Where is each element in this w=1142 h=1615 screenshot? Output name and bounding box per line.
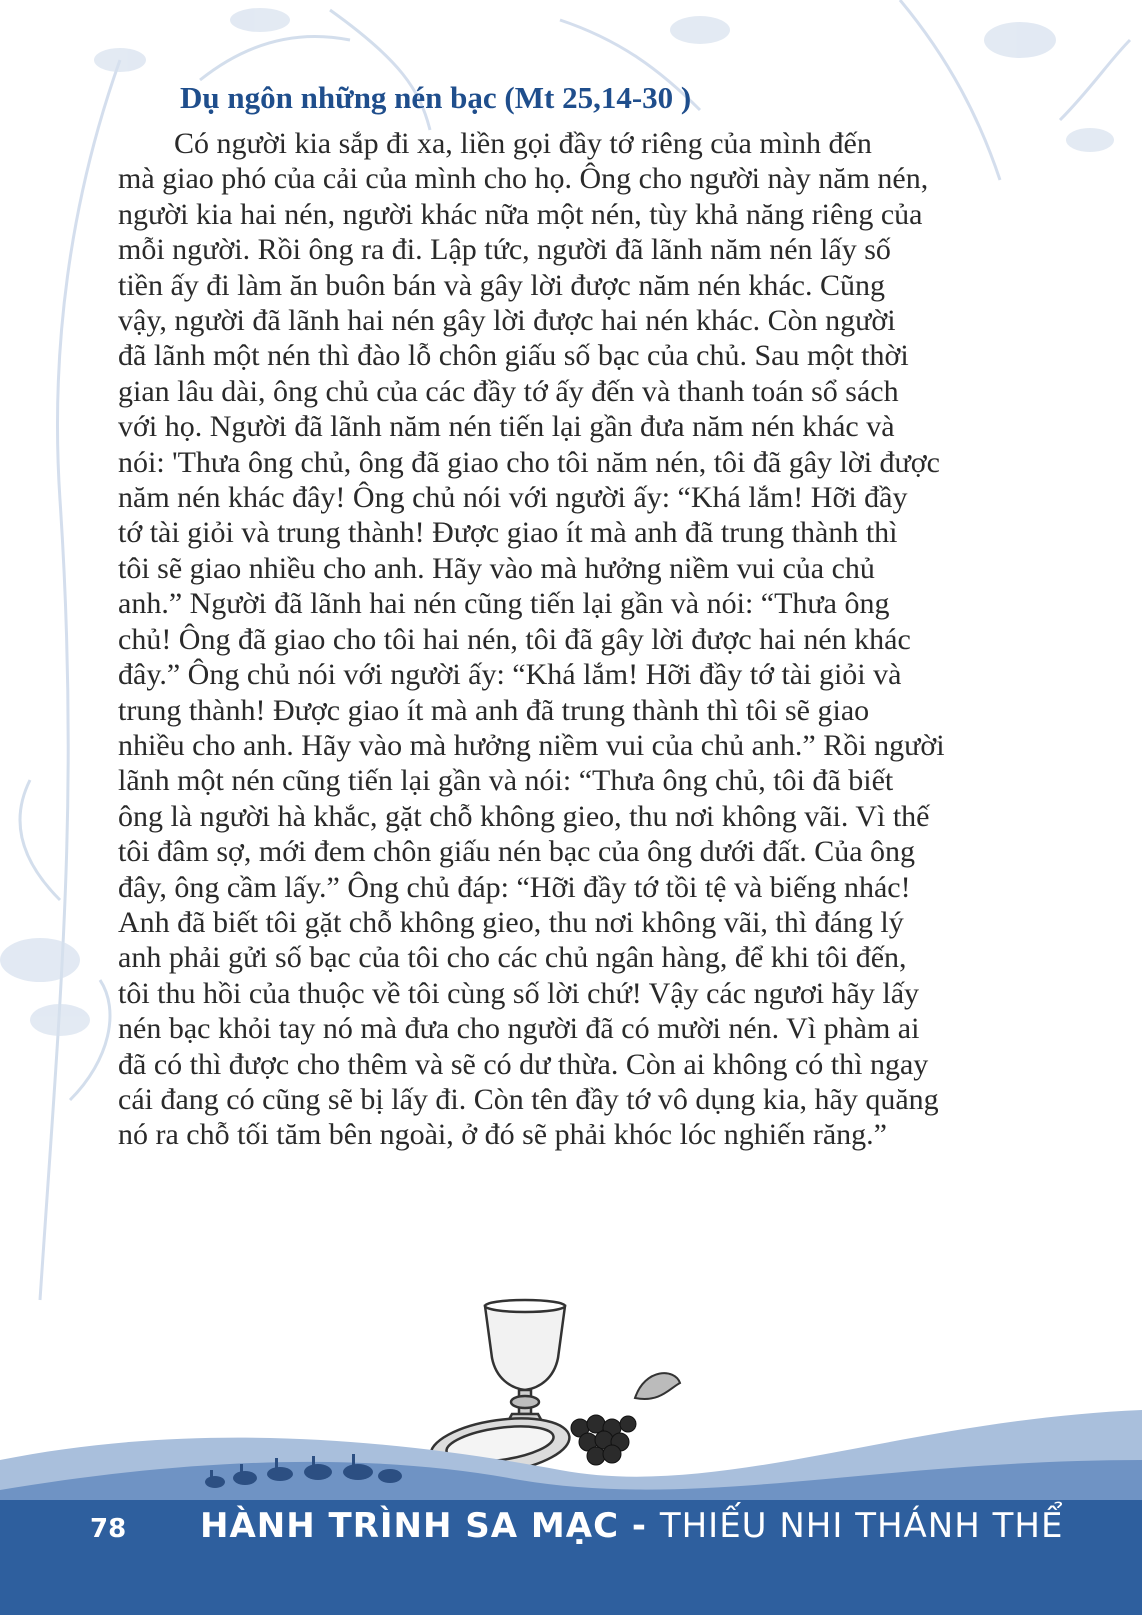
text-line: với họ. Người đã lãnh năm nén tiến lại gần đưa năm nén khác và <box>118 410 895 444</box>
text-line: ông là người hà khắc, gặt chỗ không gieo, thu nơi không vãi. Vì thế <box>118 799 930 833</box>
text-line: mà giao phó của cải của mình cho họ. Ông cho người này năm nén, <box>118 162 929 196</box>
parable-text <box>118 126 1054 1153</box>
book-title-main: HÀNH TRÌNH SA MẠC <box>200 1506 620 1546</box>
text-line: Có người kia sắp đi xa, liền gọi đầy tớ riêng của mình đến <box>174 127 872 160</box>
text-line: đây, ông cầm lấy.” Ông chủ đáp: “Hỡi đầy tớ tồi tệ và biếng nhác! <box>118 870 911 904</box>
text-line: tớ tài giỏi và trung thành! Được giao ít mà anh đã trung thành thì <box>118 516 898 550</box>
text-line: tôi thu hồi của thuộc về tôi cùng số lời chứ! Vậy các ngươi hãy lấy <box>118 976 920 1010</box>
text-line: tôi sẽ giao nhiều cho anh. Hãy vào mà hưởng niềm vui của chủ <box>118 551 875 585</box>
text-line: năm nén khác đây! Ông chủ nói với người ấy: “Khá lắm! Hỡi đầy <box>118 481 908 515</box>
text-line: Anh đã biết tôi gặt chỗ không gieo, thu nơi không vãi, thì đáng lý <box>118 905 904 939</box>
text-line: tiền ấy đi làm ăn buôn bán và gây lời được năm nén khác. Cũng <box>118 268 885 302</box>
text-line: trung thành! Được giao ít mà anh đã trung thành thì tôi sẽ giao <box>118 693 870 727</box>
text-line: cái đang có cũng sẽ bị lấy đi. Còn tên đầy tớ vô dụng kia, hãy quăng <box>118 1082 939 1116</box>
text-line: nhiều cho anh. Hãy vào mà hưởng niềm vui của chủ anh.” Rồi người <box>118 728 945 762</box>
text-line: gian lâu dài, ông chủ của các đầy tớ ấy đến và thanh toán sổ sách <box>118 374 899 408</box>
text-line: nén bạc khỏi tay nó mà đưa cho người đã có mười nén. Vì phàm ai <box>118 1012 920 1046</box>
book-title-separator: - <box>619 1506 660 1546</box>
book-title-sub: THIẾU NHI THÁNH THỂ <box>659 1506 1064 1546</box>
text-line: vậy, người đã lãnh hai nén gây lời được hai nén khác. Còn người <box>118 304 896 338</box>
section-heading: Dụ ngôn những nén bạc (Mt 25,14-30 ) <box>180 80 692 115</box>
book-title <box>200 1506 1063 1546</box>
text-line: mỗi người. Rồi ông ra đi. Lập tức, người đã lãnh năm nén lấy số <box>118 233 891 267</box>
text-line: đã lãnh một nén thì đào lỗ chôn giấu số bạc của chủ. Sau một thời <box>118 339 909 373</box>
text-line: đã có thì được cho thêm và sẽ có dư thừa. Còn ai không có thì ngay <box>118 1047 929 1081</box>
text-line: anh phải gửi số bạc của tôi cho các chủ ngân hàng, để khi tôi đến, <box>118 941 907 975</box>
text-line: người kia hai nén, người khác nữa một nén, tùy khả năng riêng của <box>118 197 923 231</box>
text-line: chủ! Ông đã giao cho tôi hai nén, tôi đã gây lời được hai nén khác <box>118 622 911 656</box>
text-line: tôi đâm sợ, mới đem chôn giấu nén bạc của ông dưới đất. Của ông <box>118 835 916 869</box>
page-number: 78 <box>90 1514 127 1544</box>
text-line: lãnh một nén cũng tiến lại gần và nói: “Thưa ông chủ, tôi đã biết <box>118 764 894 798</box>
text-line: đây.” Ông chủ nói với người ấy: “Khá lắm! Hỡi đầy tớ tài giỏi và <box>118 658 902 692</box>
text-line: anh.” Người đã lãnh hai nén cũng tiến lại gần và nói: “Thưa ông <box>118 587 890 621</box>
text-line: nói: 'Thưa ông chủ, ông đã giao cho tôi năm nén, tôi đã gây lời được <box>118 445 940 479</box>
text-line: nó ra chỗ tối tăm bên ngoài, ở đó sẽ phải khóc lóc nghiến răng.” <box>118 1118 887 1152</box>
